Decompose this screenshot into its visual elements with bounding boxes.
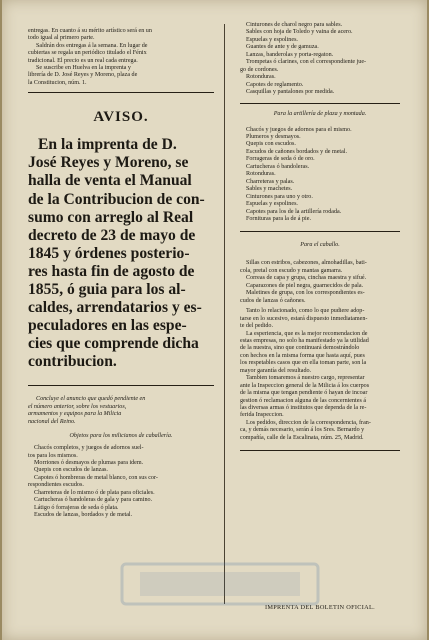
list-item: Guantes de ante y de gamuza. xyxy=(246,44,319,51)
list-item: Caparazones de piel negra, guarnecidos de pala. xyxy=(246,282,364,289)
aviso-line: halla de venta el Manual xyxy=(28,172,192,190)
intro-line: Se suscribe en Huelva en la imprenta y xyxy=(36,65,131,72)
top-items-list xyxy=(240,22,400,97)
list-item: cudos de lanzas ó cañones. xyxy=(240,297,306,304)
conclusion-line: armamentos y equipos para la Milicia xyxy=(28,411,122,418)
list-item: Charreteras y palas. xyxy=(246,178,295,185)
aviso-heading: AVISO. xyxy=(93,109,149,126)
aviso-line: 1845 y órdenes posterio- xyxy=(28,244,190,262)
list-item: Capotes ó hombreras de metal blanco, con sus cor- xyxy=(34,474,158,481)
paragraph-line: ante la Inspeccion general de la Milicia á los cuerpos xyxy=(240,382,370,389)
list-item: Sables con hoja de Toledo y vaina de acero. xyxy=(246,29,353,36)
paragraph-line: de la nuestra, sino que continuará demostrándolo xyxy=(240,345,360,352)
artillery-list xyxy=(240,127,400,224)
conclusion-line: el número anterior, sobre los vestuarios, xyxy=(28,403,127,410)
aviso-line: cies que comprende dicha xyxy=(28,335,199,353)
intro-line: tradicional. El precio es un real cada entrega. xyxy=(28,57,138,64)
intro-line: entregas. En cuanto á su mérito artístico será en un xyxy=(28,28,152,34)
right-column xyxy=(240,22,400,455)
conclusion-line: nacional del Reino. xyxy=(28,418,76,425)
paragraph-line: las diversas armas ó institutos que dependa de la re- xyxy=(240,405,367,412)
list-item: Charreteras de lo mismo ó de plata para oficiales. xyxy=(34,489,155,496)
list-item: Quepis con escudos de lanzas. xyxy=(34,467,108,474)
intro-block xyxy=(28,28,214,87)
aviso-line: res hasta fin de agosto de xyxy=(28,262,195,280)
library-stamp-watermark xyxy=(120,560,320,608)
conclusion-line: Concluye el anuncio que quedó pendiente en xyxy=(36,396,146,403)
cavalry-heading: Objetos para los milicianos de caballería. xyxy=(69,433,173,440)
imprint: IMPRENTA DEL BOLETIN OFICIAL. xyxy=(264,604,376,611)
list-item: cola, pretal con escudo y mantas gamarra. xyxy=(240,267,343,274)
list-item: respondientes escudos. xyxy=(28,482,84,489)
closing-text xyxy=(240,308,400,442)
aviso-line: sumo con arreglo al Real xyxy=(28,208,194,226)
paragraph-line: con hechos en la misma forma que hasta aquí, pues xyxy=(240,352,365,359)
intro-line: cubiertas se regala un periódico titulado el Fénix xyxy=(28,50,147,57)
paragraph-line: los respetables casos que en ella toman parte, son la xyxy=(240,360,367,367)
list-item: Plumeros y desmayos. xyxy=(246,133,301,140)
left-column xyxy=(28,28,214,520)
conclusion-block xyxy=(28,396,214,426)
list-item: Cinturones de charol negro para sables. xyxy=(246,22,343,28)
list-item: Trompetas ó clarines, con el correspondiente jue- xyxy=(246,59,367,66)
aviso-line: José Reyes y Moreno, se xyxy=(28,154,189,172)
list-item: Sables y machetes. xyxy=(246,186,293,193)
list-item: Chacós completos, y juegos de adornos suel- xyxy=(34,445,144,452)
aviso-body xyxy=(28,136,214,371)
list-item: Sillas con estribos, cabezones, almohadillas, bati- xyxy=(246,260,367,267)
list-item: go de cordones. xyxy=(240,66,279,73)
list-item: Espuelas y espolines. xyxy=(246,36,298,43)
list-item: Maletines de grupa, con los correspondientes es- xyxy=(246,290,365,297)
list-item: tos para los mismos. xyxy=(28,452,78,459)
column-divider xyxy=(224,24,225,604)
list-item: Fornituras para la de á pie. xyxy=(246,215,311,222)
list-item: Rotonduras. xyxy=(246,74,276,81)
paragraph-line: Tambien tomaremos á nuestro cargo, representar xyxy=(246,375,365,382)
list-item: Espuelas y espolines. xyxy=(246,201,298,208)
paragraph-line: ca, y demás necesario, serán á los Sres. Bernardo y xyxy=(240,427,365,434)
divider xyxy=(240,231,400,232)
paragraph-line: gestion ó reclamacion alguna de las concernientes á xyxy=(240,397,367,404)
horse-list xyxy=(240,260,400,305)
artillery-heading: Para la artillería de plaza y montada. xyxy=(273,110,367,117)
list-item: Cartucheras ó bandoleras. xyxy=(246,163,310,170)
paragraph-line: compañía, calle de la Escalinata, núm. 25, Madrid. xyxy=(240,434,364,441)
list-item: Forrageras de seda ó de oro. xyxy=(246,156,315,163)
horse-heading: Para el caballo. xyxy=(300,242,340,249)
list-item: Chacós y juegos de adornos para el mismo. xyxy=(246,126,352,133)
divider xyxy=(240,103,400,104)
aviso-line: decreto de 23 de mayo de xyxy=(28,226,196,244)
aviso-line: 1855, ó guia para los al- xyxy=(28,281,186,298)
aviso-line: contribucion. xyxy=(28,353,117,371)
paragraph-line: Los pedidos, direccion de la correspondencia, fran- xyxy=(246,419,371,426)
aviso-line: peculadores en las espe- xyxy=(28,317,187,335)
paragraph-line: Tanto lo relacionado, como lo que pudiere adop- xyxy=(246,308,365,315)
intro-line: la Constitucion, núm. 1. xyxy=(28,79,87,86)
paragraph-line: ferida Inspeccion. xyxy=(240,412,284,419)
divider xyxy=(240,450,400,451)
list-item: Morriones ó desmayos de plumas para idem. xyxy=(34,460,144,466)
newspaper-page xyxy=(2,0,427,640)
list-item: Correas de capa y grupa, cinchas maestra y sifué. xyxy=(246,275,367,282)
paragraph-line: tarse en lo sucesivo, estará dispuesto inmediatamen- xyxy=(240,315,368,322)
list-item: Capotes para los de la artillería rodada. xyxy=(246,208,342,215)
list-item: Capotes de reglamento. xyxy=(246,81,304,88)
divider xyxy=(28,385,214,386)
aviso-line: En la imprenta de D. xyxy=(38,136,177,154)
list-item: Látigo ó forrajeras de seda ó plata. xyxy=(34,504,119,511)
paragraph-line: estas empresas, no solo ha manifestado ya la utilidad xyxy=(240,337,369,344)
list-item: Escudos de cañones bordados y de metal. xyxy=(246,148,348,155)
list-item: Quepis con escudos. xyxy=(246,141,296,148)
list-item: Lanzas, banderolas y porta-regaton. xyxy=(246,51,334,58)
list-item: Casquillas y pantalones por medida. xyxy=(246,89,335,96)
list-item: Rotonduras. xyxy=(246,171,276,178)
paragraph-line: te del pedido. xyxy=(240,323,273,330)
intro-line: Saldrán dos entregas á la semana. En lugar de xyxy=(36,42,148,49)
divider xyxy=(28,92,214,93)
aviso-line: de la Contribucion de con- xyxy=(28,190,205,208)
cavalry-list xyxy=(28,445,214,520)
paragraph-line: de la misma que tengan pendiente ó hayan de incoar xyxy=(240,390,368,397)
list-item: Cinturones para uno y otro. xyxy=(246,193,313,200)
intro-line: librería de D. José Reyes y Moreno, plaza de xyxy=(28,72,138,79)
paragraph-line: mayor garantía del resultado. xyxy=(240,367,312,374)
aviso-line: caldes, arrendatarios y es- xyxy=(28,299,202,317)
list-item: Cartucheras ó bandoleras de gala y para camino. xyxy=(34,497,153,504)
list-item: Escudos de lanzas, bordados y de metal. xyxy=(34,512,133,519)
intro-line: todo igual al primero parte. xyxy=(28,35,95,42)
paragraph-line: La esperiencia, que es la mejor recomendacion de xyxy=(246,330,368,337)
